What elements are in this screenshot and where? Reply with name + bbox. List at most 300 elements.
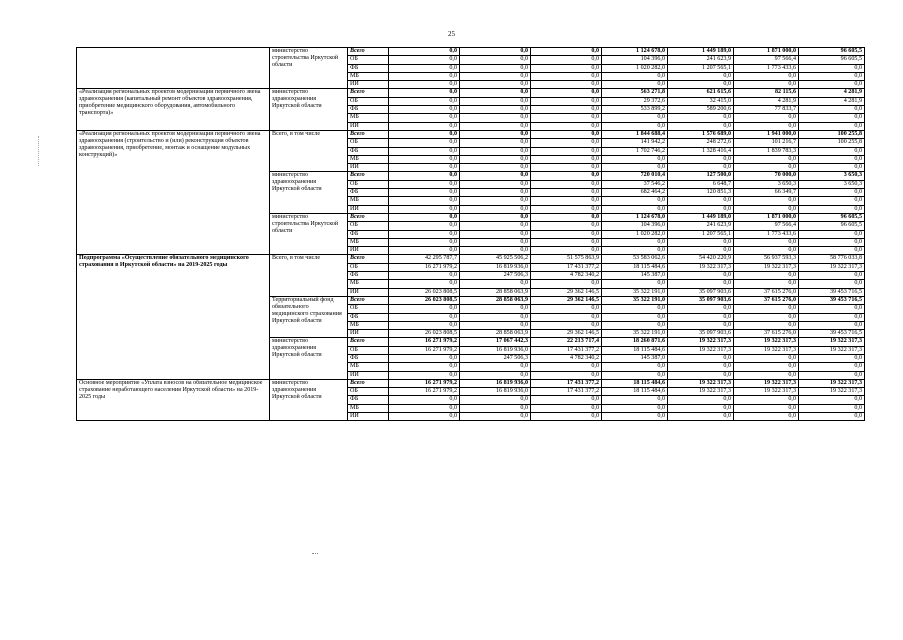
value-cell: 0,0	[460, 197, 531, 205]
value-cell: 19 322 317,3	[668, 388, 734, 396]
value-cell: 0,0	[734, 81, 799, 89]
value-cell: 19 322 317,3	[734, 338, 799, 346]
value-cell: 0,0	[799, 305, 865, 313]
value-cell: 28 858 063,9	[460, 288, 531, 296]
value-cell: 0,0	[389, 238, 460, 246]
funding-source-cell: ФБ	[348, 189, 389, 197]
scan-mark	[312, 553, 318, 554]
funding-source-cell: Всего	[348, 296, 389, 304]
value-cell: 0,0	[531, 230, 602, 238]
value-cell: 0,0	[799, 363, 865, 371]
value-cell: 0,0	[602, 238, 668, 246]
activity-name-cell	[77, 48, 270, 89]
funding-source-cell: Всего	[348, 48, 389, 56]
value-cell: 247 506,3	[460, 354, 531, 362]
value-cell: 37 546,2	[602, 180, 668, 188]
value-cell: 0,0	[389, 81, 460, 89]
value-cell: 0,0	[389, 172, 460, 180]
value-cell: 0,0	[389, 305, 460, 313]
value-cell: 0,0	[389, 139, 460, 147]
value-cell: 0,0	[460, 155, 531, 163]
value-cell: 16 271 979,2	[389, 379, 460, 387]
value-cell: 1 207 565,1	[668, 64, 734, 72]
value-cell: 39 453 716,5	[799, 330, 865, 338]
value-cell: 0,0	[799, 114, 865, 122]
funding-source-cell: ИИ	[348, 164, 389, 172]
value-cell: 0,0	[389, 363, 460, 371]
value-cell: 1 702 746,2	[602, 147, 668, 155]
funding-source-cell: Всего	[348, 172, 389, 180]
value-cell: 0,0	[460, 313, 531, 321]
value-cell: 1 449 189,0	[668, 213, 734, 221]
value-cell: 0,0	[531, 114, 602, 122]
value-cell: 0,0	[460, 205, 531, 213]
scan-mark	[38, 136, 40, 166]
value-cell: 533 899,2	[602, 106, 668, 114]
funding-source-cell: ИИ	[348, 330, 389, 338]
value-cell: 45 925 506,2	[460, 255, 531, 263]
value-cell: 0,0	[602, 371, 668, 379]
value-cell: 0,0	[460, 413, 531, 421]
value-cell: 0,0	[668, 371, 734, 379]
funding-source-cell: Всего	[348, 89, 389, 97]
value-cell: 0,0	[734, 155, 799, 163]
value-cell: 0,0	[799, 81, 865, 89]
value-cell: 96 605,5	[799, 56, 865, 64]
value-cell: 0,0	[389, 213, 460, 221]
funding-source-cell: ОБ	[348, 180, 389, 188]
value-cell: 0,0	[531, 404, 602, 412]
value-cell: 17 431 377,2	[531, 388, 602, 396]
executor-cell: министерство здравоохранения Иркутской области	[270, 172, 348, 213]
value-cell: 1 020 282,0	[602, 64, 668, 72]
funding-source-cell: ОБ	[348, 388, 389, 396]
value-cell: 97 566,4	[734, 56, 799, 64]
value-cell: 96 605,5	[799, 213, 865, 221]
value-cell: 0,0	[734, 238, 799, 246]
value-cell: 77 833,7	[734, 106, 799, 114]
value-cell: 1 328 416,4	[668, 147, 734, 155]
value-cell: 0,0	[799, 72, 865, 80]
value-cell: 0,0	[460, 321, 531, 329]
value-cell: 17 067 442,3	[460, 338, 531, 346]
value-cell: 720 010,4	[602, 172, 668, 180]
value-cell: 19 322 317,3	[734, 346, 799, 354]
value-cell: 56 937 593,3	[734, 255, 799, 263]
value-cell: 1 449 189,0	[668, 48, 734, 56]
value-cell: 0,0	[460, 305, 531, 313]
funding-source-cell: Всего	[348, 213, 389, 221]
value-cell: 0,0	[389, 72, 460, 80]
value-cell: 0,0	[389, 247, 460, 255]
value-cell: 1 020 282,0	[602, 230, 668, 238]
value-cell: 70 000,0	[734, 172, 799, 180]
value-cell: 0,0	[531, 213, 602, 221]
value-cell: 0,0	[734, 280, 799, 288]
funding-source-cell: ИИ	[348, 288, 389, 296]
value-cell: 96 605,5	[799, 222, 865, 230]
funding-source-cell: МБ	[348, 404, 389, 412]
value-cell: 141 942,2	[602, 139, 668, 147]
value-cell: 0,0	[389, 205, 460, 213]
funding-source-cell: ФБ	[348, 230, 389, 238]
value-cell: 0,0	[602, 413, 668, 421]
value-cell: 0,0	[389, 313, 460, 321]
value-cell: 37 615 276,0	[734, 296, 799, 304]
value-cell: 6 648,7	[668, 180, 734, 188]
value-cell: 0,0	[531, 130, 602, 138]
activity-name-cell: «Реализация региональных проектов модернизации первичного звена здравоохранения (капитальный ремонт объектов здравоохранения, приобретение медицинского оборудования, автомобильного транспорта)»	[77, 89, 270, 130]
value-cell: 19 322 317,3	[799, 388, 865, 396]
activity-name-cell: Основное мероприятие «Уплата взносов на обязательное медицинское страхование неработающего населения Иркутской области» на 2019-2025 годы	[77, 379, 270, 420]
executor-cell: Всего, в том числе	[270, 255, 348, 296]
value-cell: 0,0	[734, 164, 799, 172]
value-cell: 82 115,6	[734, 89, 799, 97]
value-cell: 0,0	[668, 396, 734, 404]
value-cell: 16 271 979,2	[389, 338, 460, 346]
value-cell: 26 023 808,5	[389, 288, 460, 296]
value-cell: 0,0	[531, 155, 602, 163]
table-row	[77, 255, 865, 263]
value-cell: 1 871 000,0	[734, 213, 799, 221]
value-cell: 0,0	[734, 197, 799, 205]
value-cell: 0,0	[799, 272, 865, 280]
value-cell: 0,0	[531, 371, 602, 379]
value-cell: 0,0	[460, 56, 531, 64]
value-cell: 0,0	[799, 189, 865, 197]
value-cell: 0,0	[389, 222, 460, 230]
funding-source-cell: ФБ	[348, 396, 389, 404]
funding-source-cell: ФБ	[348, 313, 389, 321]
funding-source-cell: ФБ	[348, 106, 389, 114]
value-cell: 0,0	[389, 413, 460, 421]
value-cell: 0,0	[389, 396, 460, 404]
value-cell: 0,0	[460, 72, 531, 80]
value-cell: 0,0	[389, 48, 460, 56]
funding-source-cell: МБ	[348, 72, 389, 80]
value-cell: 0,0	[531, 189, 602, 197]
funding-source-cell: ФБ	[348, 272, 389, 280]
value-cell: 1 773 433,6	[734, 230, 799, 238]
executor-cell: министерство здравоохранения Иркутской области	[270, 338, 348, 379]
value-cell: 0,0	[389, 280, 460, 288]
value-cell: 0,0	[460, 247, 531, 255]
value-cell: 35 322 191,0	[602, 288, 668, 296]
value-cell: 0,0	[668, 247, 734, 255]
value-cell: 19 322 317,3	[799, 346, 865, 354]
value-cell: 0,0	[460, 147, 531, 155]
funding-source-cell: ФБ	[348, 147, 389, 155]
value-cell: 0,0	[389, 321, 460, 329]
funding-source-cell: Всего	[348, 255, 389, 263]
value-cell: 0,0	[531, 247, 602, 255]
funding-source-cell: ОБ	[348, 139, 389, 147]
value-cell: 16 271 979,2	[389, 263, 460, 271]
value-cell: 100 255,8	[799, 130, 865, 138]
value-cell: 0,0	[734, 404, 799, 412]
value-cell: 0,0	[531, 413, 602, 421]
value-cell: 0,0	[460, 106, 531, 114]
value-cell: 35 097 903,6	[668, 296, 734, 304]
value-cell: 0,0	[531, 97, 602, 105]
value-cell: 19 322 317,3	[668, 379, 734, 387]
value-cell: 120 851,3	[668, 189, 734, 197]
value-cell: 16 819 936,0	[460, 346, 531, 354]
value-cell: 37 615 276,0	[734, 288, 799, 296]
value-cell: 22 213 717,4	[531, 338, 602, 346]
value-cell: 0,0	[668, 272, 734, 280]
value-cell: 29 362 146,5	[531, 330, 602, 338]
value-cell: 0,0	[531, 313, 602, 321]
value-cell: 0,0	[799, 413, 865, 421]
value-cell: 0,0	[668, 354, 734, 362]
value-cell: 0,0	[734, 413, 799, 421]
value-cell: 0,0	[531, 89, 602, 97]
value-cell: 0,0	[734, 313, 799, 321]
funding-source-cell: ИИ	[348, 81, 389, 89]
value-cell: 0,0	[602, 321, 668, 329]
value-cell: 104 396,0	[602, 56, 668, 64]
value-cell: 0,0	[389, 230, 460, 238]
value-cell: 19 322 317,3	[734, 263, 799, 271]
value-cell: 0,0	[389, 164, 460, 172]
value-cell: 4 281,9	[734, 97, 799, 105]
value-cell: 42 295 787,7	[389, 255, 460, 263]
value-cell: 16 819 936,0	[460, 388, 531, 396]
value-cell: 0,0	[734, 272, 799, 280]
value-cell: 0,0	[531, 321, 602, 329]
value-cell: 0,0	[389, 56, 460, 64]
value-cell: 18 115 484,6	[602, 379, 668, 387]
executor-cell: министерство строительства Иркутской области	[270, 213, 348, 254]
value-cell: 0,0	[389, 89, 460, 97]
value-cell: 0,0	[460, 238, 531, 246]
funding-source-cell: ИИ	[348, 413, 389, 421]
value-cell: 0,0	[460, 189, 531, 197]
value-cell: 0,0	[668, 164, 734, 172]
value-cell: 1 773 433,6	[734, 64, 799, 72]
value-cell: 0,0	[602, 280, 668, 288]
value-cell: 0,0	[531, 197, 602, 205]
value-cell: 1 941 000,0	[734, 130, 799, 138]
value-cell: 621 615,6	[668, 89, 734, 97]
value-cell: 0,0	[460, 222, 531, 230]
value-cell: 145 387,0	[602, 272, 668, 280]
value-cell: 0,0	[531, 305, 602, 313]
value-cell: 0,0	[668, 363, 734, 371]
value-cell: 0,0	[799, 147, 865, 155]
activity-name-cell: Подпрограмма «Осуществление обязательного медицинского страхования в Иркутской области» на 2019-2025 годы	[77, 255, 270, 379]
value-cell: 0,0	[799, 205, 865, 213]
value-cell: 18 115 484,6	[602, 388, 668, 396]
value-cell: 0,0	[460, 213, 531, 221]
value-cell: 29 372,6	[602, 97, 668, 105]
page-number: 25	[448, 30, 455, 38]
executor-cell: Всего, в том числе	[270, 130, 348, 171]
funding-source-cell: МБ	[348, 280, 389, 288]
value-cell: 0,0	[531, 205, 602, 213]
value-cell: 19 322 317,3	[799, 263, 865, 271]
executor-cell: министерство здравоохранения Иркутской области	[270, 379, 348, 420]
table-row	[77, 130, 865, 138]
value-cell: 19 322 317,3	[734, 388, 799, 396]
value-cell: 96 605,5	[799, 48, 865, 56]
activity-name-cell: «Реализация региональных проектов модернизации первичного звена здравоохранения (строительство и (или) реконструкция объектов здравоохранения, приобретение, монтаж и оснащение модульных конструкций)»	[77, 130, 270, 254]
value-cell: 0,0	[389, 114, 460, 122]
value-cell: 0,0	[734, 122, 799, 130]
funding-source-cell: МБ	[348, 114, 389, 122]
value-cell: 19 322 317,3	[799, 338, 865, 346]
value-cell: 0,0	[460, 371, 531, 379]
value-cell: 3 650,3	[734, 180, 799, 188]
value-cell: 0,0	[389, 155, 460, 163]
value-cell: 0,0	[799, 64, 865, 72]
value-cell: 58 776 033,8	[799, 255, 865, 263]
value-cell: 0,0	[668, 313, 734, 321]
value-cell: 0,0	[531, 139, 602, 147]
value-cell: 0,0	[734, 114, 799, 122]
funding-source-cell: ОБ	[348, 305, 389, 313]
funding-source-cell: ФБ	[348, 354, 389, 362]
value-cell: 39 453 716,5	[799, 296, 865, 304]
funding-source-cell: МБ	[348, 197, 389, 205]
value-cell: 0,0	[799, 313, 865, 321]
value-cell: 0,0	[389, 147, 460, 155]
value-cell: 26 023 808,5	[389, 330, 460, 338]
value-cell: 100 255,8	[799, 139, 865, 147]
value-cell: 28 858 063,9	[460, 296, 531, 304]
value-cell: 101 216,7	[734, 139, 799, 147]
value-cell: 0,0	[531, 147, 602, 155]
value-cell: 29 362 146,5	[531, 288, 602, 296]
value-cell: 589 200,6	[668, 106, 734, 114]
value-cell: 16 271 979,2	[389, 346, 460, 354]
value-cell: 4 281,9	[799, 89, 865, 97]
funding-source-cell: МБ	[348, 155, 389, 163]
value-cell: 26 023 808,5	[389, 296, 460, 304]
value-cell: 0,0	[531, 81, 602, 89]
value-cell: 0,0	[531, 48, 602, 56]
value-cell: 0,0	[460, 363, 531, 371]
funding-source-cell: ОБ	[348, 97, 389, 105]
value-cell: 4 281,9	[799, 97, 865, 105]
value-cell: 0,0	[389, 272, 460, 280]
value-cell: 0,0	[668, 122, 734, 130]
value-cell: 0,0	[460, 64, 531, 72]
value-cell: 19 322 317,3	[668, 263, 734, 271]
value-cell: 0,0	[734, 321, 799, 329]
funding-source-cell: ИИ	[348, 371, 389, 379]
value-cell: 0,0	[460, 122, 531, 130]
value-cell: 0,0	[531, 172, 602, 180]
table-body	[77, 48, 865, 421]
value-cell: 0,0	[668, 280, 734, 288]
value-cell: 0,0	[668, 205, 734, 213]
value-cell: 241 623,9	[668, 56, 734, 64]
value-cell: 563 271,8	[602, 89, 668, 97]
value-cell: 51 575 863,9	[531, 255, 602, 263]
value-cell: 0,0	[799, 321, 865, 329]
value-cell: 0,0	[602, 155, 668, 163]
funding-source-cell: ИИ	[348, 247, 389, 255]
table-row	[77, 379, 865, 387]
value-cell: 1 207 565,1	[668, 230, 734, 238]
value-cell: 0,0	[799, 230, 865, 238]
value-cell: 35 322 191,0	[602, 296, 668, 304]
value-cell: 16 819 936,0	[460, 263, 531, 271]
value-cell: 66 349,7	[734, 189, 799, 197]
value-cell: 0,0	[389, 197, 460, 205]
value-cell: 4 782 340,2	[531, 354, 602, 362]
value-cell: 18 260 871,6	[602, 338, 668, 346]
value-cell: 0,0	[668, 155, 734, 163]
value-cell: 19 322 317,3	[799, 379, 865, 387]
value-cell: 0,0	[602, 313, 668, 321]
value-cell: 0,0	[602, 305, 668, 313]
funding-source-cell: Всего	[348, 338, 389, 346]
value-cell: 0,0	[799, 238, 865, 246]
value-cell: 35 097 903,6	[668, 330, 734, 338]
value-cell: 0,0	[460, 396, 531, 404]
value-cell: 0,0	[531, 164, 602, 172]
value-cell: 0,0	[602, 363, 668, 371]
value-cell: 32 415,0	[668, 97, 734, 105]
value-cell: 0,0	[668, 238, 734, 246]
value-cell: 0,0	[799, 247, 865, 255]
value-cell: 0,0	[460, 97, 531, 105]
value-cell: 17 431 377,2	[531, 379, 602, 387]
value-cell: 0,0	[531, 106, 602, 114]
value-cell: 29 362 146,5	[531, 296, 602, 304]
value-cell: 17 431 377,2	[531, 263, 602, 271]
funding-table	[76, 47, 865, 421]
value-cell: 0,0	[734, 396, 799, 404]
value-cell: 0,0	[389, 130, 460, 138]
value-cell: 0,0	[460, 139, 531, 147]
value-cell: 18 115 484,6	[602, 263, 668, 271]
value-cell: 0,0	[799, 106, 865, 114]
funding-source-cell: МБ	[348, 238, 389, 246]
value-cell: 0,0	[389, 354, 460, 362]
value-cell: 0,0	[389, 64, 460, 72]
value-cell: 0,0	[799, 404, 865, 412]
value-cell: 0,0	[799, 354, 865, 362]
executor-cell: министерство строительства Иркутской области	[270, 48, 348, 89]
funding-source-cell: МБ	[348, 321, 389, 329]
value-cell: 54 420 220,9	[668, 255, 734, 263]
value-cell: 0,0	[602, 81, 668, 89]
value-cell: 0,0	[531, 72, 602, 80]
value-cell: 0,0	[668, 404, 734, 412]
value-cell: 0,0	[460, 164, 531, 172]
value-cell: 16 271 979,2	[389, 388, 460, 396]
funding-source-cell: ФБ	[348, 64, 389, 72]
value-cell: 0,0	[668, 321, 734, 329]
table-row	[77, 89, 865, 97]
value-cell: 0,0	[389, 404, 460, 412]
value-cell: 3 650,3	[799, 180, 865, 188]
value-cell: 0,0	[668, 305, 734, 313]
value-cell: 0,0	[460, 280, 531, 288]
value-cell: 17 431 377,2	[531, 346, 602, 354]
value-cell: 0,0	[668, 114, 734, 122]
value-cell: 0,0	[460, 130, 531, 138]
value-cell: 0,0	[602, 164, 668, 172]
value-cell: 0,0	[531, 363, 602, 371]
value-cell: 0,0	[531, 280, 602, 288]
value-cell: 0,0	[799, 155, 865, 163]
value-cell: 127 500,0	[668, 172, 734, 180]
